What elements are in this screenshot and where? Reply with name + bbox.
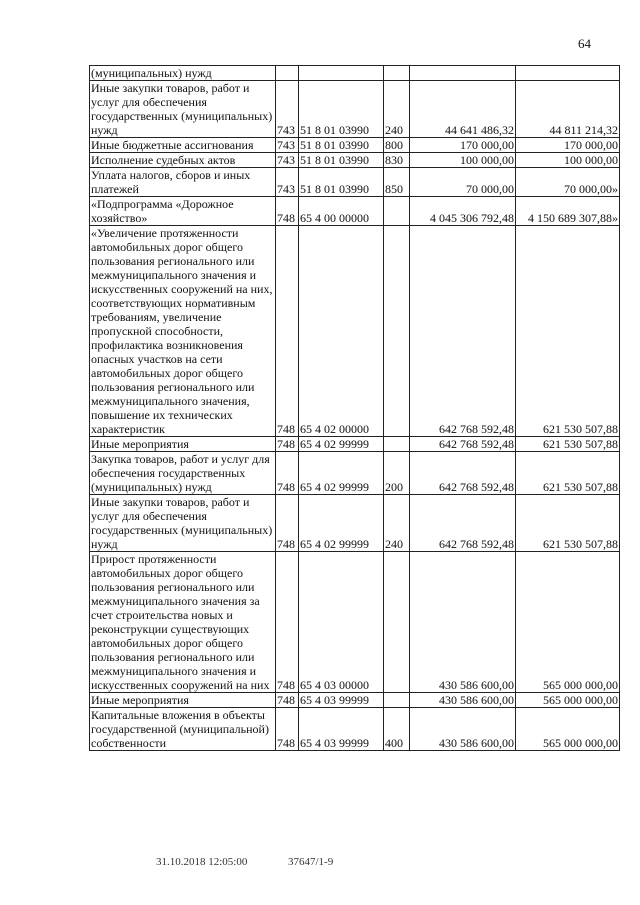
row-department-code-cell: 748: [276, 552, 299, 693]
row-department-code-cell: 743: [276, 81, 299, 138]
row-expense-type-cell: 240: [384, 495, 410, 552]
table-row: [90, 495, 620, 552]
row-department-code-cell: 748: [276, 452, 299, 495]
row-target-article-cell: 65 4 03 00000: [299, 552, 384, 693]
row-target-article-cell: [299, 66, 384, 81]
row-name-cell: Иные мероприятия: [90, 693, 276, 708]
row-name-cell: Иные мероприятия: [90, 437, 276, 452]
row-amount-2019-cell: 642 768 592,48: [410, 226, 516, 437]
row-name-cell: «Подпрограмма «Дорожное хозяйство»: [90, 197, 276, 226]
table-row: [90, 452, 620, 495]
row-name-cell: Закупка товаров, работ и услуг для обеспечения государственных (муниципальных) нужд: [90, 452, 276, 495]
row-target-article-cell: 65 4 03 99999: [299, 693, 384, 708]
footer-timestamp: 31.10.2018 12:05:00: [156, 856, 248, 868]
row-amount-2019-cell: 4 045 306 792,48: [410, 197, 516, 226]
row-target-article-cell: 65 4 02 99999: [299, 437, 384, 452]
table-row: [90, 552, 620, 693]
row-amount-2019-cell: 44 641 486,32: [410, 81, 516, 138]
row-name-cell: Капитальные вложения в объекты государственной (муниципальной) собственности: [90, 708, 276, 751]
row-name-cell: (муниципальных) нужд: [90, 66, 276, 81]
table-row: [90, 437, 620, 452]
row-amount-2020-cell: 621 530 507,88: [516, 437, 620, 452]
row-amount-2019-cell: 430 586 600,00: [410, 693, 516, 708]
row-department-code-cell: 743: [276, 138, 299, 153]
row-department-code-cell: [276, 66, 299, 81]
row-department-code-cell: 748: [276, 437, 299, 452]
table-row: [90, 153, 620, 168]
row-expense-type-cell: 240: [384, 81, 410, 138]
row-amount-2019-cell: 430 586 600,00: [410, 708, 516, 751]
row-expense-type-cell: 850: [384, 168, 410, 197]
row-expense-type-cell: [384, 66, 410, 81]
row-amount-2020-cell: 44 811 214,32: [516, 81, 620, 138]
row-amount-2020-cell: 565 000 000,00: [516, 693, 620, 708]
row-name-cell: Прирост протяженности автомобильных дорог общего пользования регионального или межмуниципального значения за счет строительства новых и реконструкции существующих автомобильных дорог общего пользования регионального или межмуниципального значения и искусственных сооружений на них: [90, 552, 276, 693]
budget-table-body: [90, 66, 620, 751]
table-row: [90, 693, 620, 708]
row-amount-2020-cell: 170 000,00: [516, 138, 620, 153]
row-department-code-cell: 743: [276, 168, 299, 197]
row-target-article-cell: 51 8 01 03990: [299, 168, 384, 197]
row-department-code-cell: 743: [276, 153, 299, 168]
row-target-article-cell: 65 4 02 99999: [299, 495, 384, 552]
row-amount-2019-cell: 170 000,00: [410, 138, 516, 153]
row-amount-2020-cell: 565 000 000,00: [516, 552, 620, 693]
row-name-cell: Иные закупки товаров, работ и услуг для обеспечения государственных (муниципальных) нужд: [90, 495, 276, 552]
row-amount-2020-cell: 621 530 507,88: [516, 495, 620, 552]
row-expense-type-cell: 800: [384, 138, 410, 153]
row-department-code-cell: 748: [276, 693, 299, 708]
row-target-article-cell: 51 8 01 03990: [299, 153, 384, 168]
row-name-cell: Исполнение судебных актов: [90, 153, 276, 168]
row-amount-2020-cell: [516, 66, 620, 81]
row-department-code-cell: 748: [276, 495, 299, 552]
row-target-article-cell: 51 8 01 03990: [299, 81, 384, 138]
row-amount-2020-cell: 70 000,00»: [516, 168, 620, 197]
table-row: [90, 197, 620, 226]
row-amount-2019-cell: 430 586 600,00: [410, 552, 516, 693]
row-name-cell: Иные закупки товаров, работ и услуг для обеспечения государственных (муниципальных) нужд: [90, 81, 276, 138]
row-target-article-cell: 65 4 00 00000: [299, 197, 384, 226]
row-name-cell: Уплата налогов, сборов и иных платежей: [90, 168, 276, 197]
table-row: [90, 81, 620, 138]
table-row: [90, 66, 620, 81]
row-amount-2019-cell: 70 000,00: [410, 168, 516, 197]
row-amount-2020-cell: 100 000,00: [516, 153, 620, 168]
row-name-cell: «Увеличение протяженности автомобильных дорог общего пользования регионального или межмуниципального значения и искусственных сооружений на них, соответствующих нормативным требованиям, увеличение пропускной способности, профилактика возникновения опасных участков на сети автомобильных дорог общего пользования регионального или межмуниципального значения, повышение их технических характеристик: [90, 226, 276, 437]
row-amount-2019-cell: 100 000,00: [410, 153, 516, 168]
row-expense-type-cell: 400: [384, 708, 410, 751]
row-name-cell: Иные бюджетные ассигнования: [90, 138, 276, 153]
row-amount-2019-cell: [410, 66, 516, 81]
row-expense-type-cell: [384, 226, 410, 437]
footer-document-id: 37647/1-9: [288, 856, 334, 868]
page-number: 64: [578, 36, 591, 51]
row-target-article-cell: 65 4 02 00000: [299, 226, 384, 437]
row-expense-type-cell: 830: [384, 153, 410, 168]
row-amount-2020-cell: 4 150 689 307,88»: [516, 197, 620, 226]
row-department-code-cell: 748: [276, 197, 299, 226]
table-row: [90, 168, 620, 197]
row-expense-type-cell: [384, 693, 410, 708]
budget-table: [89, 65, 620, 751]
row-target-article-cell: 51 8 01 03990: [299, 138, 384, 153]
row-expense-type-cell: [384, 552, 410, 693]
row-amount-2020-cell: 565 000 000,00: [516, 708, 620, 751]
table-row: [90, 226, 620, 437]
row-target-article-cell: 65 4 02 99999: [299, 452, 384, 495]
row-amount-2020-cell: 621 530 507,88: [516, 226, 620, 437]
row-department-code-cell: 748: [276, 708, 299, 751]
row-department-code-cell: 748: [276, 226, 299, 437]
row-target-article-cell: 65 4 03 99999: [299, 708, 384, 751]
row-amount-2019-cell: 642 768 592,48: [410, 495, 516, 552]
row-amount-2019-cell: 642 768 592,48: [410, 452, 516, 495]
row-expense-type-cell: [384, 437, 410, 452]
row-expense-type-cell: 200: [384, 452, 410, 495]
row-amount-2019-cell: 642 768 592,48: [410, 437, 516, 452]
row-amount-2020-cell: 621 530 507,88: [516, 452, 620, 495]
row-expense-type-cell: [384, 197, 410, 226]
table-row: [90, 138, 620, 153]
table-row: [90, 708, 620, 751]
